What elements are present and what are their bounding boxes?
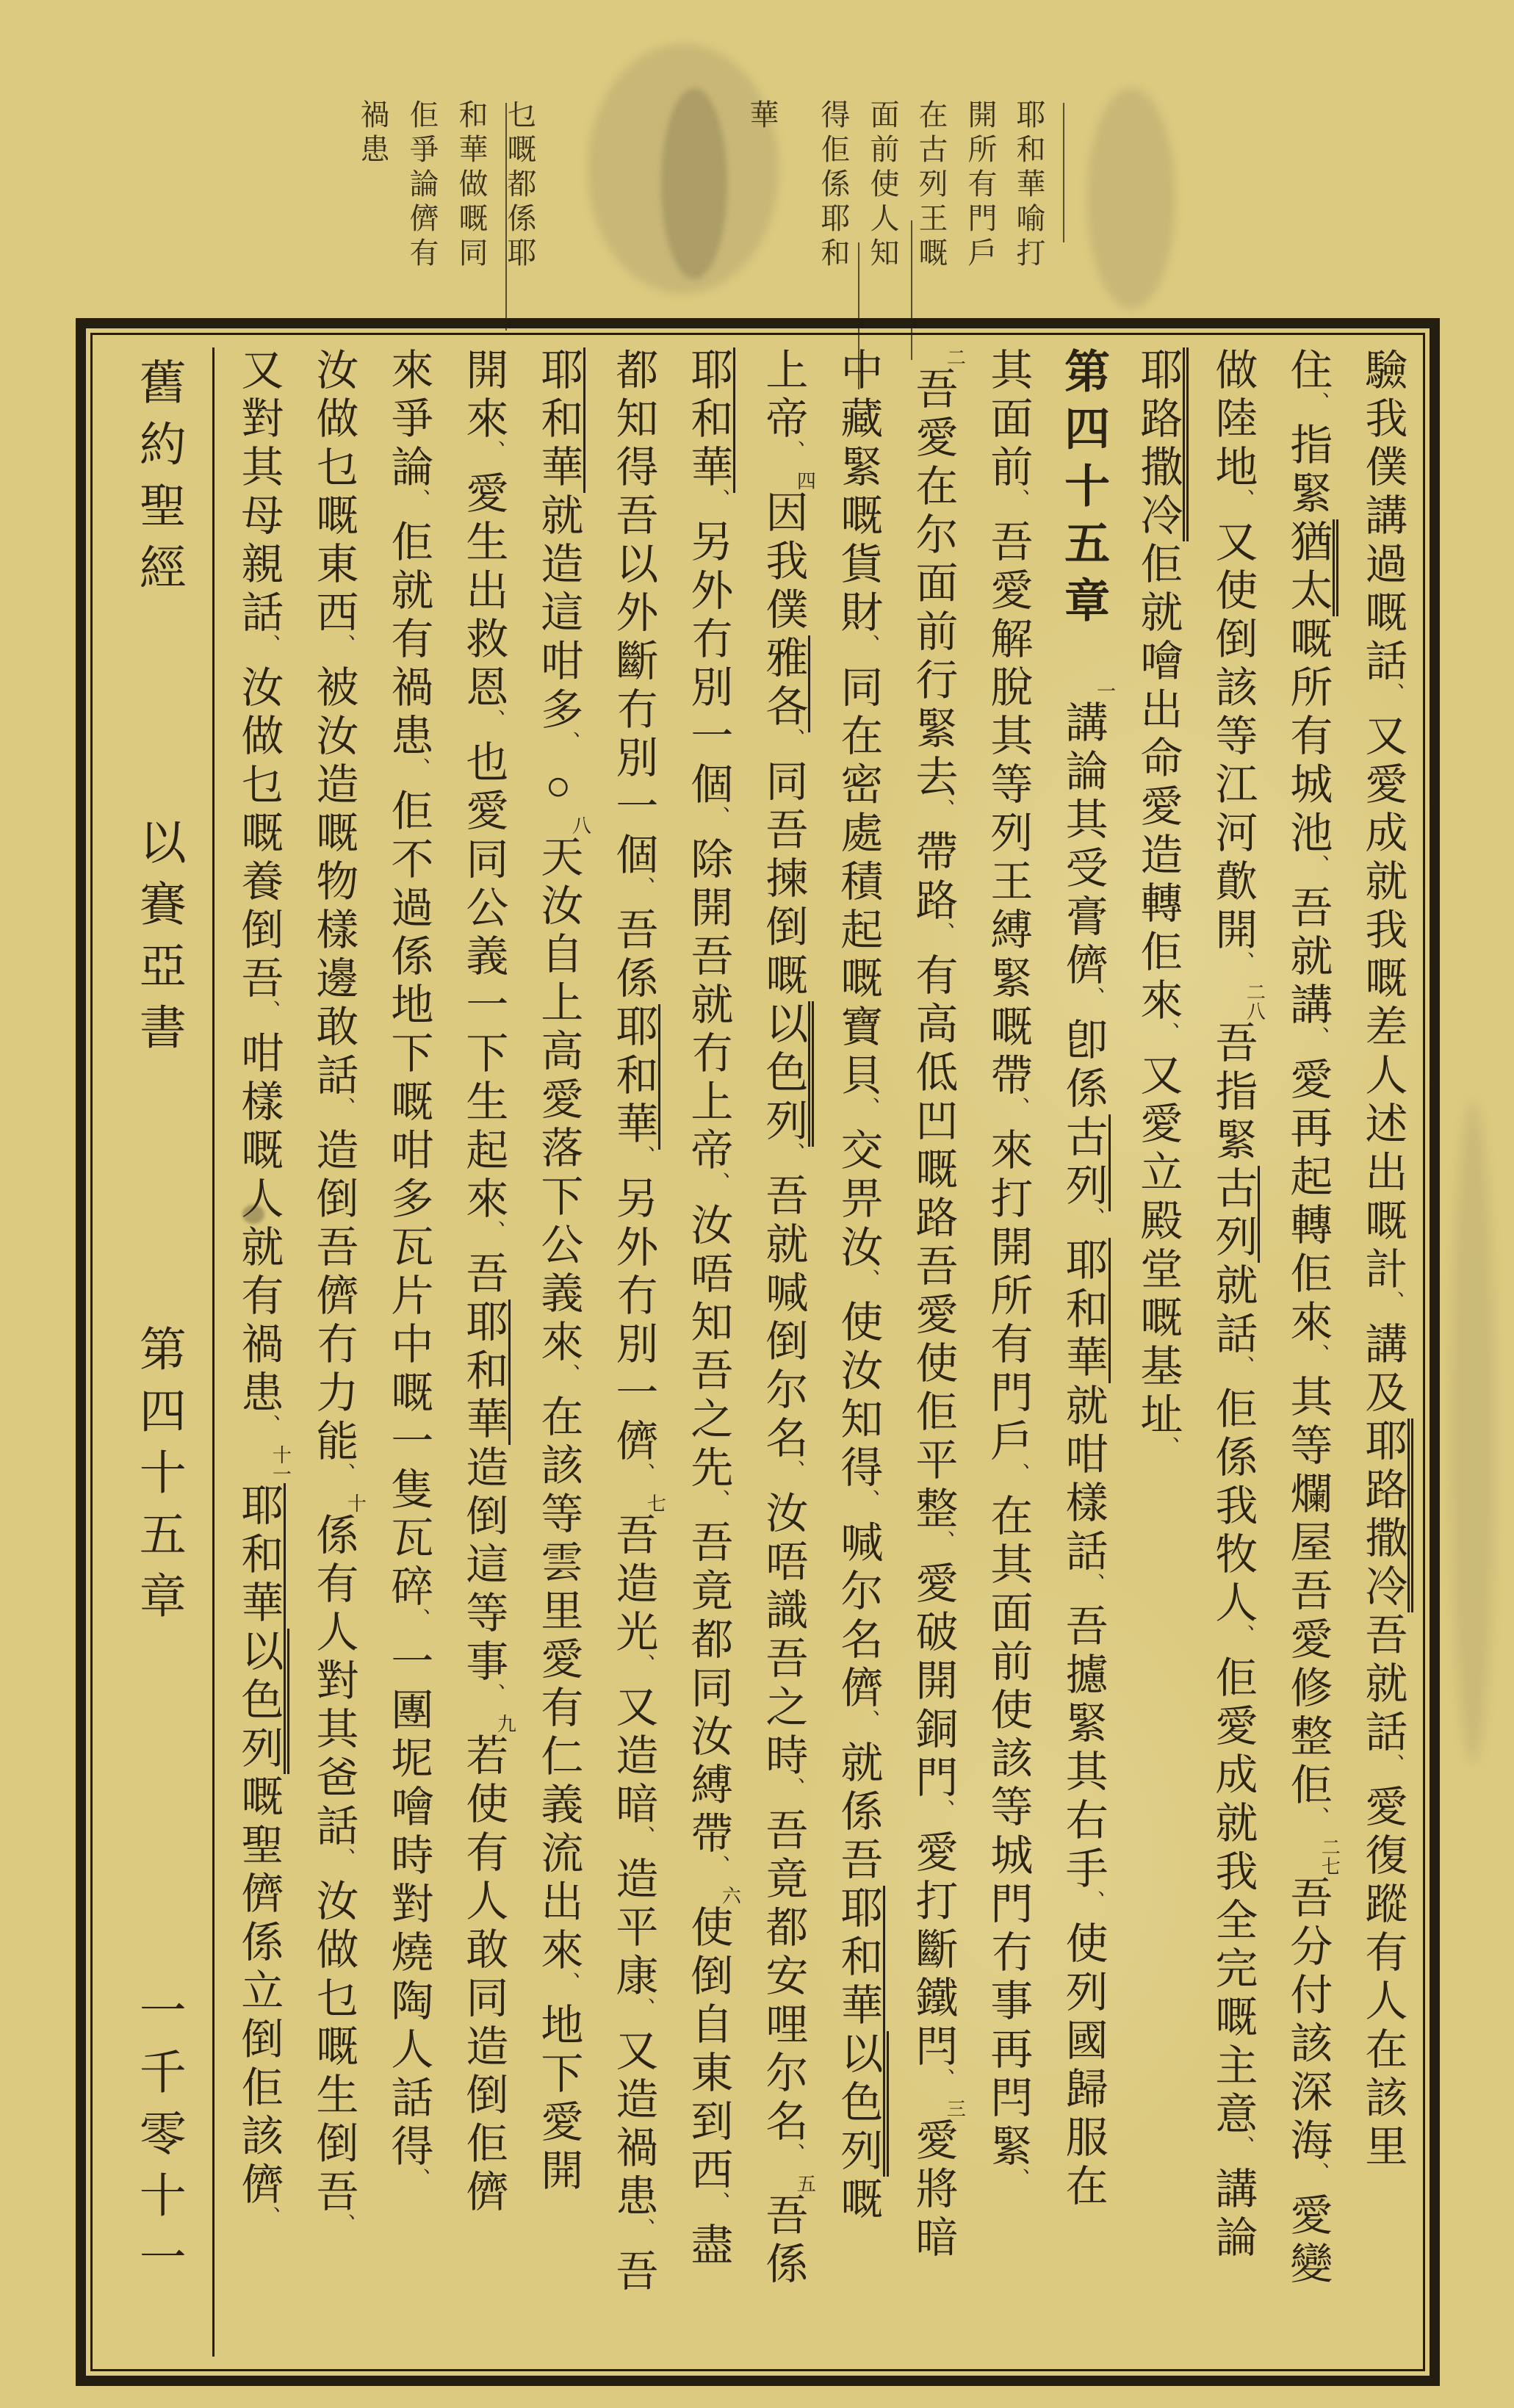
- punctuation-mark: 、: [707, 489, 730, 515]
- punctuation-mark: 、: [257, 1414, 281, 1441]
- vertical-text: 又對其母親話、汝做乜嘅養倒吾、咁樣嘅人就有禍患、十一耶和華以色列嘅聖儕係立倒佢該儕、: [234, 347, 292, 2232]
- annotation-column: 佢爭論儕有: [405, 99, 439, 272]
- punctuation-mark: 、: [257, 1000, 281, 1026]
- punctuation-mark: 、: [332, 2213, 356, 2240]
- text-column-12: [520, 347, 595, 2357]
- text-column-6: [970, 347, 1045, 2357]
- punctuation-mark: 、: [1231, 1355, 1255, 1382]
- proper-name-mark: 耶和華: [1059, 1238, 1111, 1383]
- verse-number: 二七: [1319, 1837, 1341, 1875]
- annotation-column: 禍患: [356, 99, 389, 168]
- verse-number: 六: [719, 1886, 741, 1905]
- verse-number: 三: [944, 2099, 966, 2118]
- punctuation-mark: 、: [482, 1220, 505, 1247]
- vertical-text: 開來、愛生出救恩、也愛同公義一下生起來、吾耶和華造倒這等事、九若使有人敢同造倒佢儕: [459, 347, 516, 2218]
- vertical-text: 耶和華就造這咁多、○八天汝自上高愛落下公義來、在該等雲里愛有仁義流出來、地下愛開: [534, 347, 591, 2196]
- punctuation-mark: 、: [1006, 489, 1030, 515]
- punctuation-mark: 、: [1306, 392, 1330, 418]
- punctuation-mark: 、: [782, 1460, 805, 1486]
- punctuation-mark: 、: [1006, 2168, 1030, 2194]
- punctuation-mark: 、: [782, 2143, 805, 2169]
- verse-number: 四: [794, 471, 816, 490]
- punctuation-mark: 、: [407, 2168, 430, 2194]
- verse-number: 八: [569, 815, 591, 834]
- punctuation-mark: 、: [1306, 2162, 1330, 2188]
- text-column-11: [595, 347, 670, 2357]
- title-column: [105, 347, 215, 2357]
- verse-number: 一: [1094, 681, 1116, 700]
- proper-name-mark: 古列: [1208, 1166, 1260, 1263]
- chapter-label: 第四十五章: [132, 1324, 185, 1633]
- vertical-text: 第四十五章一講論其受膏儕、卽係古列、耶和華就咁樣話、吾攄緊其右手、使列國歸服在: [1057, 347, 1116, 2212]
- proper-name-mark: 耶和華: [609, 1004, 660, 1150]
- place-name-mark: 以色列: [834, 2031, 889, 2177]
- proper-name-mark: 耶和華: [684, 347, 735, 493]
- punctuation-mark: 、: [931, 1530, 955, 1557]
- place-name-mark: 猶太: [1283, 519, 1338, 616]
- text-column-4: [1120, 347, 1194, 2357]
- punctuation-mark: 、: [332, 634, 356, 660]
- punctuation-mark: 、: [1006, 1463, 1030, 1489]
- vertical-text: 做陸地、又使倒該等江河歕開、二八吾指緊古列就話、佢係我牧人、佢愛成就我全完嘅主意、講論: [1208, 347, 1266, 2263]
- verse-number: 十: [345, 1493, 367, 1513]
- punctuation-mark: 、: [1306, 1806, 1330, 1833]
- verse-number: 十一: [270, 1445, 292, 1483]
- punctuation-mark: 、: [707, 806, 730, 832]
- chapter-heading: 第四十五章: [1057, 347, 1108, 634]
- punctuation-mark: 、: [257, 2206, 281, 2232]
- text-column-7: [895, 347, 970, 2357]
- punctuation-mark: 、: [1081, 1890, 1105, 1917]
- place-name-mark: 以色列: [234, 1629, 289, 1774]
- annotation-column: 和華做嘅同: [455, 99, 488, 272]
- punctuation-mark: 、: [782, 440, 805, 466]
- text-column-8: [820, 347, 895, 2357]
- vertical-text: 驗我僕講過嘅話、又愛成就我嘅差人述出嘅計、講及耶路撒冷吾就話、愛復蹤有人在該里: [1358, 347, 1407, 2357]
- place-name-mark: 耶路撒冷: [1133, 347, 1189, 541]
- vertical-text: 二吾愛在尔面前行緊去、帶路、有高低凹嘅路吾愛使佢平整、愛破開銅門、愛打斷鐵閂、三愛將暗: [909, 347, 966, 2263]
- punctuation-mark: 、: [1006, 1097, 1030, 1123]
- bleed-through-smudge: [1451, 1102, 1495, 1763]
- book-name: 以賽亞書: [132, 818, 185, 1064]
- punctuation-mark: 、: [857, 1097, 880, 1123]
- page-number: 一千零十一: [132, 1986, 185, 2294]
- vertical-text: 住、指緊猶太嘅所有城池、吾就講、愛再起轉佢來、其等爛屋吾愛修整佢、二七吾分付該深海、愛變: [1283, 347, 1341, 2290]
- punctuation-mark: 、: [1231, 489, 1255, 515]
- punctuation-mark: 、: [1381, 682, 1405, 709]
- vertical-text: 來爭論、佢就有禍患、佢不過係地下嘅咁多瓦片中嘅一隻瓦碎、一團坭噲時對燒陶人話得、: [384, 347, 433, 2194]
- proper-name-mark: 雅各: [759, 635, 810, 732]
- annotation-column: 得佢係耶和: [817, 99, 850, 272]
- punctuation-mark: 、: [1381, 1753, 1405, 1780]
- vertical-text: 其面前、吾愛解脫其等列王縛緊嘅帶、來打開所有門戶、在其面前使該等城門冇事再閂緊、: [984, 347, 1032, 2194]
- text-column-16: [220, 347, 295, 2357]
- punctuation-mark: 、: [782, 728, 805, 754]
- punctuation-mark: 、: [407, 1608, 430, 1634]
- text-column-2: [1269, 347, 1344, 2357]
- punctuation-mark: 、: [1081, 987, 1105, 1013]
- proper-name-mark: 耶和華: [234, 1483, 286, 1629]
- punctuation-mark: 、: [557, 731, 580, 757]
- verse-number: 二: [944, 347, 966, 367]
- punctuation-mark: 、: [1081, 1207, 1105, 1233]
- verse-number: 二八: [1244, 982, 1266, 1020]
- punctuation-mark: 、: [632, 876, 655, 903]
- punctuation-mark: 、: [557, 1972, 580, 1998]
- punctuation-mark: 、: [1231, 1624, 1255, 1651]
- annotation-rule: [1063, 103, 1064, 242]
- annotation-column: 華: [746, 99, 779, 134]
- annotation-column: 乜嘅都係耶: [503, 99, 536, 272]
- punctuation-mark: 、: [707, 1855, 730, 1881]
- punctuation-mark: 、: [1231, 951, 1255, 978]
- punctuation-mark: 、: [1156, 1022, 1180, 1048]
- punctuation-mark: 、: [931, 922, 955, 948]
- proper-name-mark: 耶和華: [459, 1299, 511, 1445]
- vertical-text: 汝做乜嘅東西、被汝造嘅物樣邊敢話、造倒吾儕冇力能、十係有人對其爸話、汝做乜嘅生倒吾、: [309, 347, 367, 2240]
- punctuation-mark: 、: [931, 799, 955, 825]
- punctuation-mark: 、: [332, 1463, 356, 1489]
- punctuation-mark: 、: [857, 1709, 880, 1736]
- punctuation-mark: 、: [1381, 1291, 1405, 1317]
- page-frame: [76, 318, 1440, 2386]
- vertical-text: 都知得吾以外斷冇別一個、吾係耶和華、另外冇別一儕、七吾造光、又造暗、造平康、又造禍患、吾: [609, 347, 666, 2297]
- text-column-5: [1045, 347, 1120, 2357]
- punctuation-mark: 、: [632, 1997, 655, 2024]
- text-column-15: [295, 347, 370, 2357]
- punctuation-mark: 、: [707, 2191, 730, 2218]
- punctuation-mark: 、: [931, 2068, 955, 2094]
- punctuation-mark: 、: [632, 2218, 655, 2244]
- punctuation-mark: 、: [857, 1489, 880, 1515]
- vertical-text: 中藏緊嘅貨財、同在密處積起嘅寶貝、交畀汝、使汝知得、喊尔名儕、就係吾耶和華以色列嘅: [833, 347, 882, 2357]
- punctuation-mark: 、: [782, 1777, 805, 1803]
- punctuation-mark: 、: [482, 440, 505, 466]
- bleed-through-smudge: [1087, 88, 1175, 309]
- annotation-column: 在古列王嘅: [915, 99, 948, 272]
- verse-number: 五: [794, 2174, 816, 2193]
- punctuation-mark: 、: [1081, 1573, 1105, 1599]
- punctuation-mark: 、: [1306, 1344, 1330, 1370]
- punctuation-mark: 、: [782, 1142, 805, 1169]
- text-column-13: [445, 347, 520, 2357]
- punctuation-mark: 、: [1306, 1026, 1330, 1053]
- punctuation-mark: 、: [707, 1172, 730, 1198]
- punctuation-mark: 、: [857, 634, 880, 660]
- punctuation-mark: 、: [632, 1825, 655, 1852]
- verse-number: 九: [494, 1714, 516, 1733]
- punctuation-mark: 、: [632, 1463, 655, 1489]
- text-column-3: [1194, 347, 1269, 2357]
- annotation-column: 面前使人知: [866, 99, 899, 272]
- punctuation-mark: 、: [1231, 2135, 1255, 2162]
- proper-name-mark: 耶和華: [834, 1886, 885, 2031]
- punctuation-mark: 、: [1156, 1436, 1180, 1463]
- punctuation-mark: 、: [1306, 854, 1330, 881]
- bleed-through-smudge: [661, 88, 727, 279]
- punctuation-mark: 、: [482, 709, 505, 735]
- punctuation-mark: 、: [632, 1654, 655, 1680]
- punctuation-mark: 、: [407, 489, 430, 515]
- text-area: [96, 347, 1419, 2357]
- vertical-text: 耶路撒冷佢就噲出命愛造轉佢來、又愛立殿堂嘅基址、: [1133, 347, 1182, 2357]
- punctuation-mark: 、: [332, 1848, 356, 1874]
- vertical-text: 耶和華、另外冇別一個、除開吾就冇上帝、汝唔知吾之先、吾竟都同汝縛帶、六使倒自東到西、盡: [684, 347, 741, 2271]
- place-name-mark: 以色列: [759, 1001, 814, 1147]
- punctuation-mark: 、: [557, 1363, 580, 1390]
- punctuation-mark: 、: [407, 757, 430, 784]
- place-name-mark: 耶路撒冷: [1358, 1419, 1413, 1612]
- punctuation-mark: 、: [707, 1489, 730, 1515]
- text-column-1: [1344, 347, 1419, 2357]
- verse-number: 七: [644, 1493, 666, 1513]
- vertical-text: 上帝、四因我僕雅各、同吾揀倒嘅以色列、吾就喊倒尔名、汝唔識吾之時、吾竟都安哩尔名、五吾係: [759, 347, 816, 2290]
- text-column-10: [670, 347, 745, 2357]
- proper-name-mark: 耶和華: [534, 347, 585, 493]
- text-column-14: [370, 347, 445, 2357]
- punctuation-mark: 、: [931, 1799, 955, 1825]
- punctuation-mark: 、: [632, 1145, 655, 1172]
- proper-name-mark: 古列: [1059, 1114, 1111, 1211]
- annotation-column: 開所有門戶: [964, 99, 997, 272]
- punctuation-mark: 、: [332, 1097, 356, 1123]
- text-column-9: [745, 347, 820, 2357]
- book-title: 舊約聖經: [132, 358, 185, 605]
- annotation-column: 耶和華喻打: [1012, 99, 1045, 272]
- punctuation-mark: 、: [257, 634, 281, 660]
- punctuation-mark: 、: [482, 1683, 505, 1709]
- punctuation-mark: 、: [857, 1269, 880, 1295]
